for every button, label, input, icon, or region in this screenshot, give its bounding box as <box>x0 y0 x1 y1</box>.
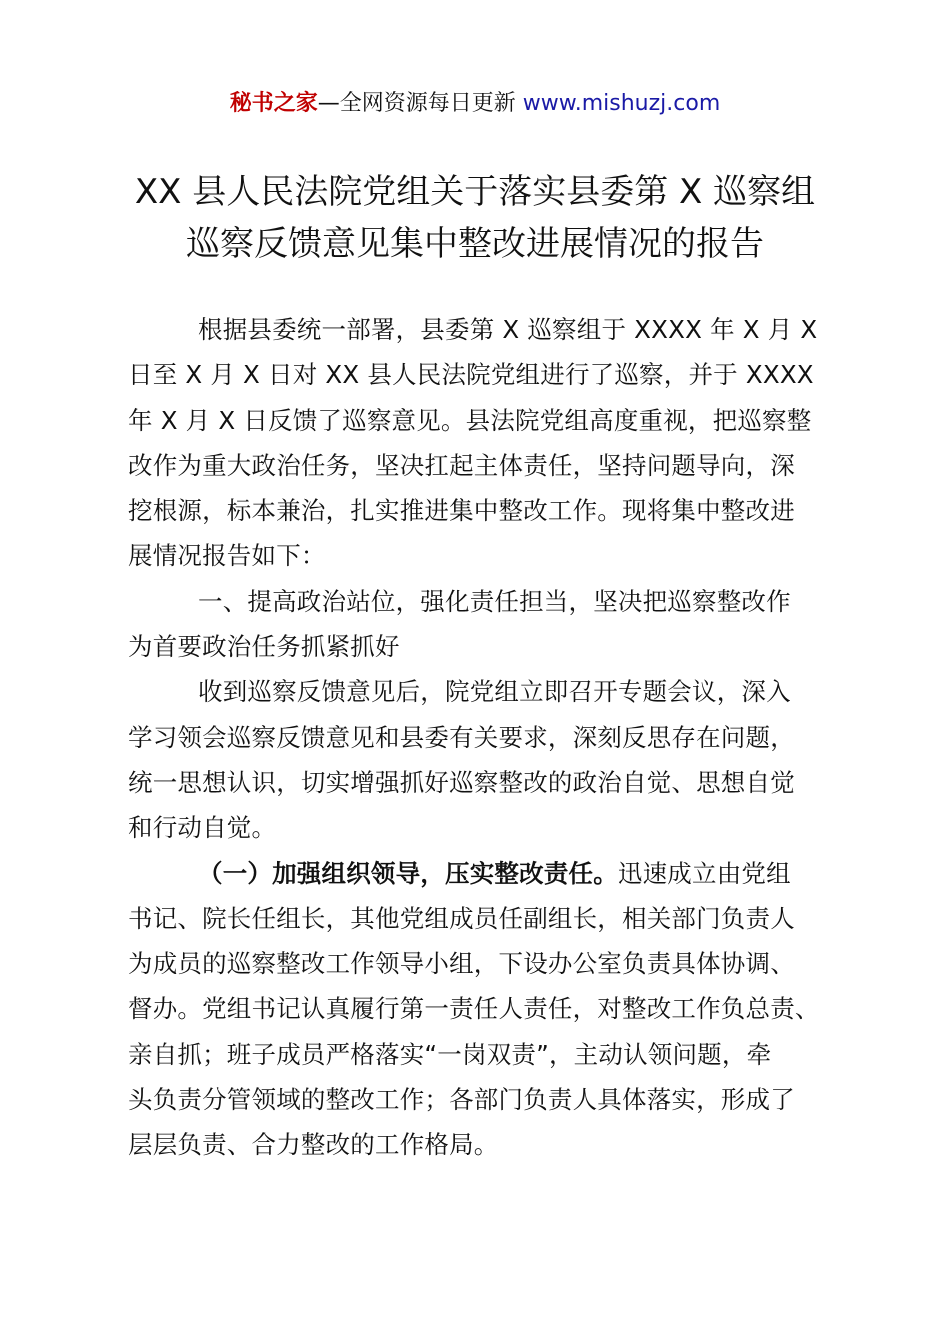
title-line-2: 巡察反馈意见集中整改进展情况的报告 <box>186 224 764 264</box>
title-line-1: XX 县人民法院党组关于落实县委第 X 巡察组 <box>134 172 816 212</box>
subsection-heading: （一）加强组织领导，压实整改责任。 <box>198 858 618 888</box>
text-line: 一、提高政治站位，强化责任担当，坚决把巡察整改作 <box>198 586 791 616</box>
header-brand: 秘书之家 <box>229 91 318 116</box>
subsection-1 <box>128 851 838 1168</box>
intro-paragraph <box>128 307 838 579</box>
text-line: 挖根源，标本兼治，扎实推进集中整改工作。现将集中整改进 <box>128 496 795 526</box>
text-line: 收到巡察反馈意见后，院党组立即召开专题会议，深入 <box>198 677 791 707</box>
text-line: 层层负责、合力整改的工作格局。 <box>128 1130 499 1160</box>
text-line: 为首要政治任务抓紧抓好 <box>128 632 400 662</box>
text-line: 和行动自觉。 <box>128 813 277 843</box>
text-line: 亲自抓；班子成员严格落实“一岗双责”，主动认领问题，牵 <box>128 1039 772 1069</box>
text-line: （一）加强组织领导，压实整改责任。迅速成立由党组 <box>198 858 791 888</box>
text-line: 学习领会巡察反馈意见和县委有关要求，深刻反思存在问题， <box>128 722 795 752</box>
section-heading-1 <box>128 579 838 670</box>
text-line: 督办。党组书记认真履行第一责任人责任，对整改工作负总责、 <box>128 994 820 1024</box>
text-line: 为成员的巡察整改工作领导小组，下设办公室负责具体协调、 <box>128 949 795 979</box>
text-line: 年 X 月 X 日反馈了巡察意见。县法院党组高度重视，把巡察整 <box>128 405 812 435</box>
document-body <box>128 307 838 1168</box>
text-line: 展情况报告如下： <box>128 541 326 571</box>
text-line: 根据县委统一部署，县委第 X 巡察组于 XXXX 年 X 月 X <box>198 315 818 344</box>
text-line: 头负责分管领域的整改工作；各部门负责人具体落实，形成了 <box>128 1085 795 1115</box>
document-title <box>60 166 890 270</box>
paragraph-2 <box>128 669 838 850</box>
text-line: 统一思想认识，切实增强抓好巡察整改的政治自觉、思想自觉 <box>128 767 795 797</box>
site-header <box>0 88 950 120</box>
text-line: 日至 X 月 X 日对 XX 县人民法院党组进行了巡察，并于 XXXX <box>128 360 814 390</box>
header-tagline: —全网资源每日更新 <box>317 91 523 116</box>
text-line: 改作为重大政治任务，坚决扛起主体责任，坚持问题导向，深 <box>128 450 795 480</box>
text-line: 书记、院长任组长，其他党组成员任副组长，相关部门负责人 <box>128 903 795 933</box>
header-url-link[interactable]: www.mishuzj.com <box>522 91 721 116</box>
